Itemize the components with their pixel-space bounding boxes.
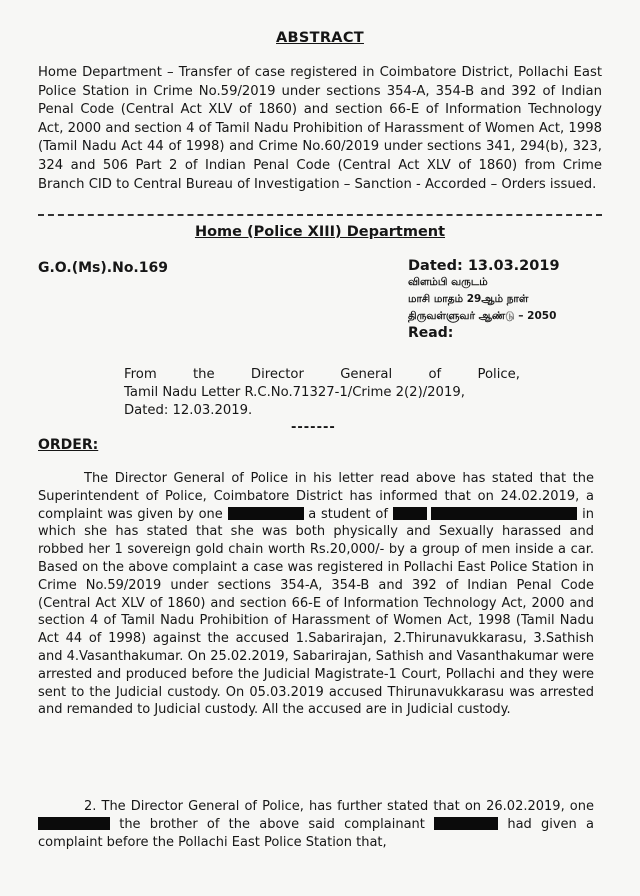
paragraph-text: 2. The Director General of Police, has further stated that on 26.02.2019, one bbox=[84, 799, 594, 814]
redaction-bar bbox=[393, 507, 427, 520]
paragraph-text: the brother of the above said complainant bbox=[119, 816, 425, 832]
dashed-divider bbox=[38, 214, 602, 216]
department-title: Home (Police XIII) Department bbox=[194, 224, 446, 240]
reference-word: Director bbox=[250, 367, 304, 382]
reference-word: the bbox=[192, 367, 215, 382]
order-paragraph-1 bbox=[38, 470, 594, 719]
paragraph-text: a student of bbox=[308, 506, 388, 522]
redaction-bar bbox=[434, 817, 498, 830]
paragraph-text: in which she has stated that she was both physically and Sexually harassed and robbed her 1 sovereign gold chain worth Rs.20,000/- by a group of men inside a car. Based on the above complaint a case was registered in Pollachi East Police Station in Crime No.59/2019 under sections 354-A, 354-B and 392 of Indian Penal Code (Central Act XLV of 1860) and section 66-E of Information Technology Act, 2000 and section 4 of Tamil Nadu Prohibition of Harassment of Women Act, 1998 (Tamil Nadu Act 44 of 1998) against the accused 1.Sabarirajan, 2.Thirunavukkarasu, 3.Sathish and 4.Vasanthakumar. On 25.02.2019, Sabarirajan, Sathish and Vasanthakumar were arrested and produced before the Judicial Magistrate-1 Court, Pollachi and they were sent to the Judicial custody. On 05.03.2019 accused Thirunavukkarasu was arrested and remanded to Judicial custody. All the accused are in Judicial custody. bbox=[38, 506, 594, 718]
tamil-date-line-1: விளம்பி வருடம் bbox=[408, 276, 488, 288]
reference-word: From bbox=[124, 367, 157, 382]
tamil-date-line-3: திருவள்ளுவர் ஆண்டு – 2050 bbox=[408, 310, 557, 322]
reference-line-1 bbox=[124, 366, 520, 384]
abstract-text: Home Department – Transfer of case registered in Coimbatore District, Pollachi East Police Station in Crime No.59/2019 under sections 354-A, 354-B and 392 of Indian Penal Code (Central Act XLV of 1860) and section 66-E of Information Technology Act, 2000 and section 4 of Tamil Nadu Prohibition of Harassment of Women Act, 1998 (Tamil Nadu Act 44 of 1998) and Crime No.60/2019 under sections 341, 294(b), 323, 324 and 506 Part 2 of Indian Penal Code (Central Act XLV of 1860) from Crime Branch CID to Central Bureau of Investigation – Sanction - Accorded – Orders issued. bbox=[38, 65, 602, 192]
abstract-heading: ABSTRACT bbox=[276, 30, 364, 46]
go-number: G.O.(Ms).No.169 bbox=[38, 260, 168, 276]
reference-word: Police, bbox=[477, 367, 520, 382]
date-block bbox=[408, 258, 560, 341]
reference-block bbox=[124, 366, 520, 420]
separator: ------- bbox=[291, 420, 336, 435]
paragraph-text: had given a complaint before the Pollachi East Police Station that, bbox=[38, 816, 594, 850]
paragraph-text: The Director General of Police in his letter read above has stated that the Superintendent of Police, Coimbatore District has informed that on 24.02.2019, a complaint was given by one bbox=[38, 471, 594, 522]
redaction-bar bbox=[38, 817, 110, 830]
dated-line: Dated: 13.03.2019 bbox=[408, 258, 560, 274]
reference-word: of bbox=[428, 367, 442, 382]
reference-line-2: Tamil Nadu Letter R.C.No.71327-1/Crime 2(2)/2019, bbox=[124, 385, 465, 400]
order-heading: ORDER: bbox=[38, 437, 99, 453]
redaction-bar bbox=[228, 507, 304, 520]
reference-line-3: Dated: 12.03.2019. bbox=[124, 403, 253, 418]
redaction-bar bbox=[431, 507, 577, 520]
reference-word: General bbox=[340, 367, 393, 382]
tamil-date-line-2: மாசி மாதம் 29ஆம் நாள் bbox=[408, 293, 529, 305]
read-label: Read: bbox=[408, 325, 454, 341]
order-paragraph-2 bbox=[38, 798, 594, 851]
